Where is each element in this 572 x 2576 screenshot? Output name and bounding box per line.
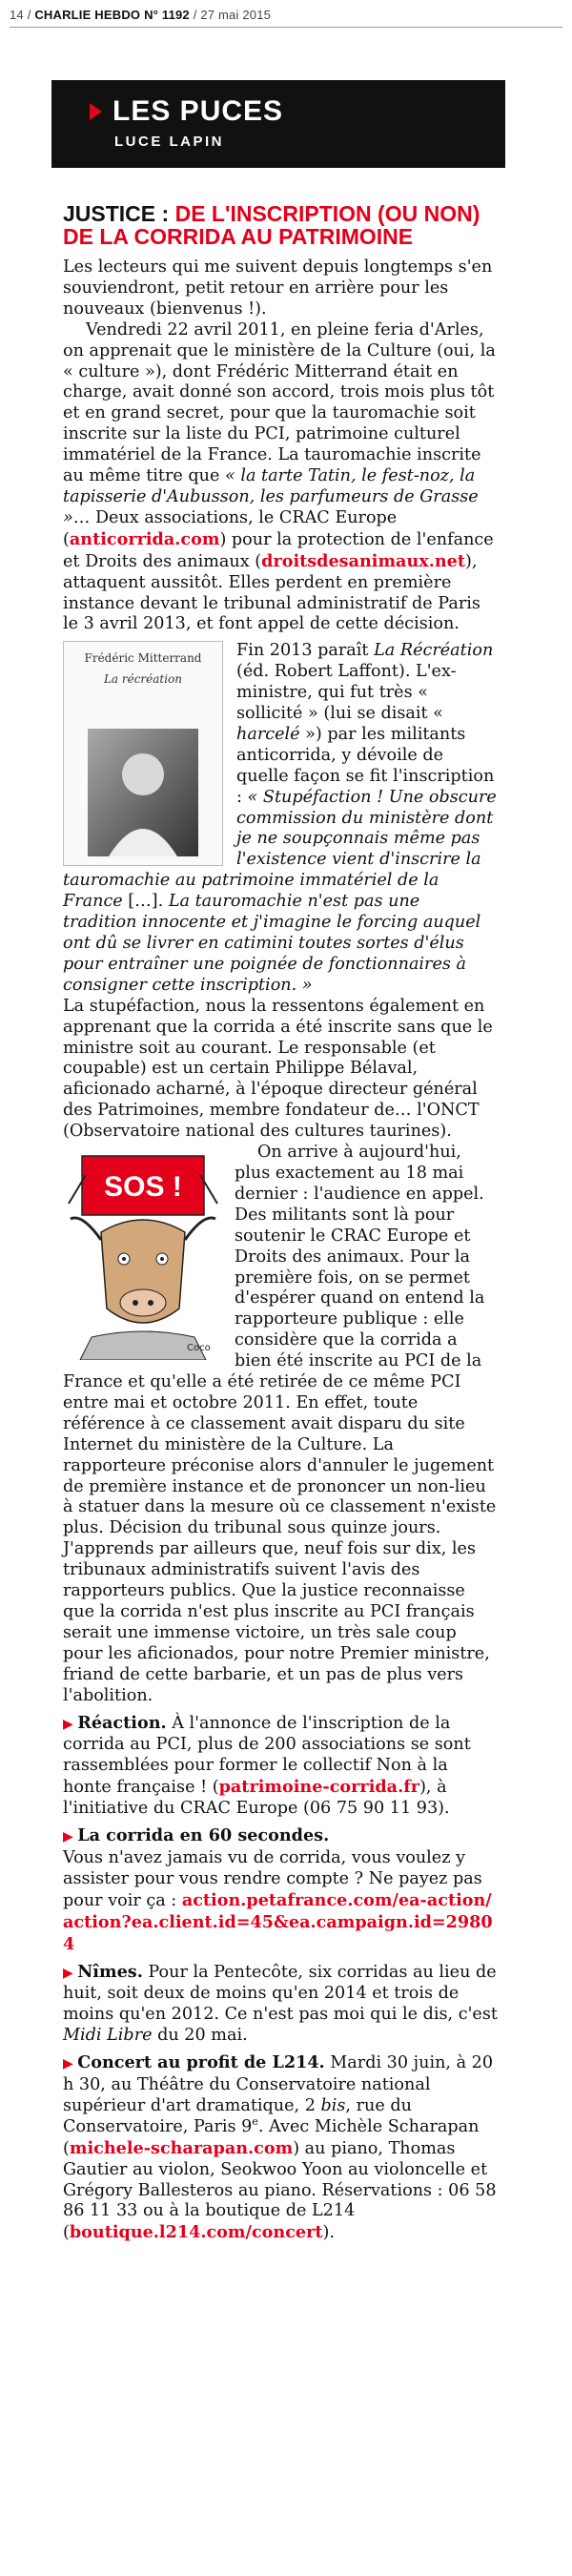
issue-date: 27 mai 2015	[200, 8, 272, 22]
concert-text-b: , rue du Conservatoire, Paris 9	[63, 2095, 412, 2136]
p1-text-c: ) pour la protection de l'enfance et Droits des animaux (	[63, 529, 494, 571]
cartoon-svg	[63, 1146, 223, 1360]
p2-text-a: Fin 2013 paraît	[236, 641, 375, 661]
headline-main: DE L'INSCRIPTION (OU NON) DE LA CORRIDA AU PATRIMOINE	[63, 201, 480, 249]
reaction-text-a: À l'annonce de l'inscription de la corrida au PCI, plus de 200 associations se sont rassemblées pour former le collectif Non à la honte française ! (	[63, 1713, 471, 1798]
paragraph-3: La stupéfaction, nous la ressentons également en apprenant que la corrida a été inscrite sans que le ministre soit au courant. Le responsable (et coupable) est un certain Philippe Bélaval, aficionado acharné, à l'époque directeur général des Patrimoines, membre fondateur de… l'ONCT (Observatoire national des cultures taurines).	[63, 996, 493, 1142]
concert-sup: e	[252, 2114, 258, 2128]
reaction-text-b: ), à l'initiative du CRAC Europe (06 75 90 11 93).	[63, 1778, 450, 1819]
link-droitsdesanimaux[interactable]: droitsdesanimaux.net	[261, 550, 465, 571]
cartoon-sign-text: SOS !	[104, 1171, 182, 1204]
nimes-text-a: Pour la Pentecôte, six corridas au lieu de huit, soit deux de moins qu'en 2014 et trois de moins qu'en 2012. Ce n'est pas moi qui le dis, c'est	[63, 1962, 498, 2025]
headline-kicker: JUSTICE :	[63, 201, 170, 226]
link-anticorrida[interactable]: anticorrida.com	[69, 528, 220, 549]
red-arrow-icon	[90, 103, 102, 120]
book-title: La récréation	[103, 672, 183, 687]
section-reaction	[63, 1713, 498, 1821]
nimes-title: Nîmes.	[77, 1961, 143, 1982]
column-banner	[51, 80, 505, 168]
concert-text-e: ).	[322, 2223, 335, 2243]
header-separator: /	[27, 8, 31, 22]
concert-bis: bis	[320, 2095, 346, 2115]
bullet-arrow-icon: ▶	[63, 1716, 78, 1732]
p4-text: On arrive à aujourd'hui, plus exactement au 18 mai dernier : l'audience en appel. Des militants sont là pour soutenir le CRAC Europe et Droits des animaux. Pour la première fois, on se permet d'espérer quand on entend la rapporteure publique : elle considère que la corrida a bien été inscrite au PCI de la France et qu'elle a été retirée de ce même PCI entre mai et octobre 2011. En effet, toute référence à ce classement avait disparu du site Internet du ministère de la Culture. La rapporteure préconise alors d'annuler le jugement de première instance et de prononcer un non-lieu à statuer dans la mesure où ce classement n'existe plus. Décision du tribunal sous quinze jours. J'apprends par ailleurs que, neuf fois sur dix, les tribunaux administratifs suivent l'avis des rapporteurs publics. Que la justice reconnaisse que la corrida n'est plus inscrite au PCI français serait une immense victoire, un très sale coup pour les aficionados, pour notre Premier ministre, friand de cette barbarie, et un pas de plus vers l'abolition.	[63, 1143, 497, 1705]
p1-quote: « la tarte Tatin, le fest-noz, la tapisserie d'Aubusson, les parfumeurs de Grasse »	[63, 466, 479, 527]
concert-text-c: . Avec Michèle Scharapan (	[63, 2116, 480, 2158]
p1-text-a: Vendredi 22 avril 2011, en pleine feria d'Arles, on apprenait que le ministère de la Culture (oui, la « culture »), dont Frédéric Mitterrand était en charge, avait donné son accord, trois mois plus tôt et en grand secret, pour que la tauromachie soit inscrite sur la liste du PCI, patrimoine culturel immatériel de la France. La tauromachie inscrite au même titre que	[63, 319, 496, 486]
p2-text-c: ») par les militants anticorrida, y dévoile de quelle façon se fit l'inscription :	[236, 724, 495, 807]
p1-text-d: ), attaquent aussitôt. Elles perdent en première instance devant le tribunal administratif de Paris le 3 avril 2013, et font appel de cette décision.	[63, 551, 480, 634]
column-title: LES PUCES	[112, 95, 284, 127]
p2-text-b: (éd. Robert Laffont). L'ex-ministre, qui fut très « sollicité » (lui se disait «	[236, 662, 457, 724]
article-headline	[63, 202, 498, 248]
section-nimes	[63, 1962, 498, 2048]
book-cover-svg	[63, 641, 223, 866]
corrida-title: La corrida en 60 secondes.	[77, 1825, 330, 1846]
section-concert	[63, 2052, 498, 2244]
page-number: 14	[10, 8, 24, 22]
link-patrimoine-corrida[interactable]: patrimoine-corrida.fr	[218, 1777, 420, 1798]
header-rule	[10, 27, 562, 28]
section-corrida	[63, 1825, 498, 1955]
bullet-arrow-icon: ▶	[63, 2056, 78, 2072]
article	[63, 202, 498, 2244]
page-header	[10, 8, 271, 22]
concert-text-a: Mardi 30 juin, à 20 h 30, au Théâtre du Conservatoire national supérieur d'art dramatique, 2	[63, 2053, 494, 2115]
header-separator-2: /	[193, 8, 197, 22]
concert-text-d: ) au piano, Thomas Gautier au violon, Seokwoo Yoon au violoncelle et Grégory Ballesteros au piano. Réservations : 06 58 86 11 33 ou à la boutique de L214 (	[63, 2138, 497, 2243]
cartoon-signature: Coco	[187, 1343, 211, 1354]
p2-harcele: harcelé	[236, 724, 300, 744]
book-cover-image	[63, 641, 223, 866]
reaction-title: Réaction.	[77, 1712, 167, 1733]
p2-book-title: La Récréation	[374, 641, 494, 661]
p2-quote-2: La tauromachie n'est pas une tradition innocente et j'imagine le forcing auquel ont dû se livrer en catimini toutes sortes d'élus pour entraîner une poignée de fonctionnaires à consigner cette inscription. »	[63, 892, 481, 995]
p2-quote: « Stupéfaction ! Une obscure commission du ministère dont je ne soupçonnais même pas l'existence vient d'inscrire la tauromachie au patrimoine immatériel de la France	[63, 787, 497, 912]
nimes-newspaper: Midi Libre	[63, 2026, 153, 2046]
paragraph-1	[63, 320, 498, 636]
bullet-arrow-icon: ▶	[63, 1965, 78, 1981]
publication-name: CHARLIE HEBDO	[34, 8, 141, 22]
intro-paragraph: Les lecteurs qui me suivent depuis longtemps s'en souviendront, petit retour en arrière pour les nouveaux (bienvenus !).	[63, 258, 493, 319]
link-boutique-l214[interactable]: boutique.l214.com/concert	[69, 2222, 323, 2243]
p2-ellipsis: […].	[122, 892, 169, 912]
nimes-text-b: du 20 mai.	[152, 2026, 248, 2046]
corrida-text: Vous n'avez jamais vu de corrida, vous voulez y assister pour vous rendre compte ? Ne payez pas pour voir ça :	[63, 1847, 482, 1910]
p1-text-b: … Deux associations, le CRAC Europe (	[63, 507, 398, 549]
link-petafrance[interactable]: action.petafrance.com/ea-action/action?ea.client.id=45&ea.campaign.id=29804	[63, 1889, 493, 1954]
issue-number: N° 1192	[144, 8, 190, 22]
cartoon-bull-image	[63, 1146, 223, 1360]
bullet-arrow-icon: ▶	[63, 1829, 78, 1845]
column-author: LUCE LAPIN	[114, 134, 224, 150]
link-michele-scharapan[interactable]: michele-scharapan.com	[69, 2137, 294, 2158]
concert-title: Concert au profit de L214.	[77, 2052, 325, 2073]
book-author: Frédéric Mitterrand	[84, 651, 202, 666]
paragraph-4	[63, 1143, 498, 1706]
